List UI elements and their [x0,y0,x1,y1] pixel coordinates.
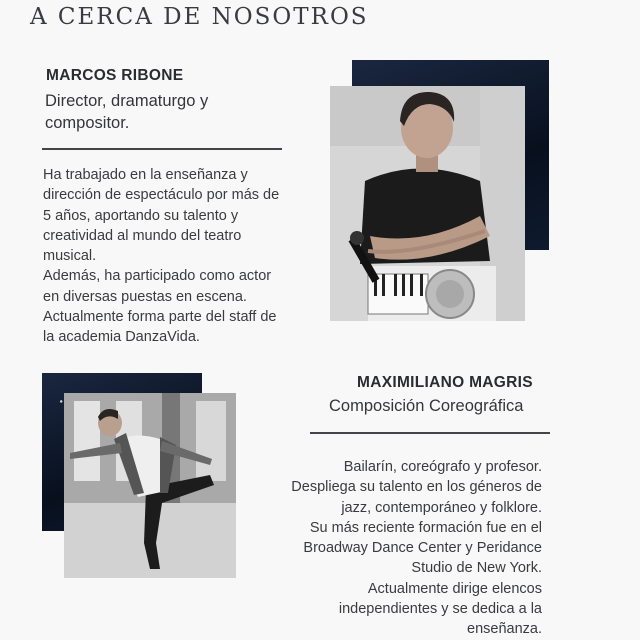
role-line: Composición Coreográfica [329,397,524,415]
role-line: compositor. [45,114,130,132]
bio-line: Broadway Dance Center y Peridance [303,540,542,557]
bio-line: Ha trabajado en la enseñanza y [43,167,248,183]
dancer-illustration [64,393,236,578]
bio-line: Bailarín, coreógrafo y profesor. [343,459,542,475]
bio-line: Su más reciente formación fue en el [309,519,542,536]
divider [310,432,550,434]
portrait-illustration [330,86,525,321]
bio-line: Actualmente forma parte del staff de [43,309,277,326]
member-photo [64,393,236,578]
bio-line: creatividad al mundo del teatro [43,227,242,244]
member-bio [43,165,279,348]
member-bio [291,457,542,640]
role-line: Director, dramaturgo y [45,92,209,110]
bio-line: jazz, contemporáneo y folklore. [341,499,542,516]
bio-line: 5 años, aportando su talento y [43,207,239,224]
member-role [45,90,208,134]
bio-line: Además, ha participado como actor [43,268,272,285]
bio-line: en diversas puestas en escena. [43,288,247,305]
bio-line: enseñanza. [467,621,542,638]
section-title: A CERCA DE NOSOTROS [30,4,369,30]
member-role [329,395,523,417]
bio-line: independientes y se dedica a la [338,601,542,618]
member-name: MARCOS RIBONE [46,67,184,84]
bio-line: Actualmente dirige elencos [367,580,542,597]
bio-line: Despliega su talento en los géneros de [291,479,542,496]
divider [42,148,282,150]
bio-line: dirección de espectáculo por más de [43,187,280,204]
member-photo [330,86,525,321]
bio-line: Studio de New York. [411,560,542,577]
bio-line: la academia DanzaVida. [43,329,200,346]
member-name: MAXIMILIANO MAGRIS [357,374,533,391]
bio-line: musical. [43,248,97,265]
